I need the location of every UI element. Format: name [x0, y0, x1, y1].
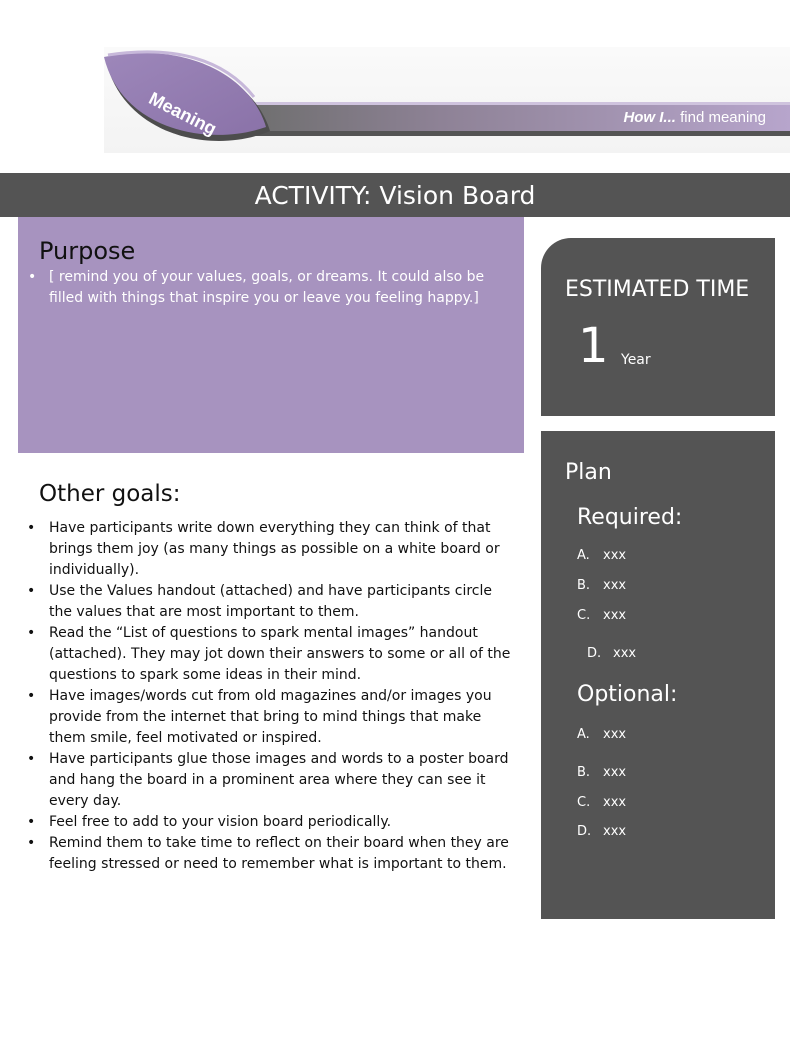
- optional-item: [577, 727, 626, 742]
- list-item: [27, 518, 517, 581]
- banner-subtitle: [623, 109, 766, 126]
- banner-subtitle-emphasis: How I...: [623, 109, 676, 126]
- required-title: Required:: [577, 505, 683, 530]
- optional-item: [577, 795, 626, 810]
- purpose-item: [28, 267, 514, 309]
- item-letter: A.: [577, 548, 590, 563]
- estimated-time-label: ESTIMATED TIME: [565, 277, 750, 302]
- list-item: [27, 749, 517, 812]
- purpose-text: [ remind you of your values, goals, or dreams. It could also be filled with things that inspire you or leave you feeling happy.]: [49, 269, 485, 306]
- item-text: xxx: [603, 608, 627, 623]
- optional-title: Optional:: [577, 682, 678, 707]
- list-item: [27, 812, 517, 833]
- list-item: [27, 623, 517, 686]
- goal-text: Remind them to take time to reflect on their board when they are feeling stressed or need to remember what is important to them.: [49, 835, 509, 872]
- goal-text: Feel free to add to your vision board periodically.: [49, 814, 392, 830]
- stripe-underline: [254, 131, 790, 136]
- banner-subtitle-rest: find meaning: [675, 109, 766, 126]
- item-text: xxx: [613, 646, 637, 661]
- item-letter: D.: [587, 646, 602, 661]
- item-letter: C.: [577, 795, 591, 810]
- required-item: [577, 578, 626, 593]
- bullet-icon: •: [27, 520, 36, 536]
- optional-item: [577, 765, 626, 780]
- item-text: xxx: [603, 765, 627, 780]
- other-goals-title: Other goals:: [39, 481, 181, 507]
- activity-title-bar: [0, 173, 790, 217]
- item-text: xxx: [603, 548, 627, 563]
- purpose-title: Purpose: [39, 237, 136, 265]
- purpose-list: [28, 267, 514, 309]
- item-letter: B.: [577, 578, 591, 593]
- plan-title: Plan: [565, 460, 612, 485]
- goal-text: Have participants write down everything they can think of that brings them joy (as many things as possible on a white board or individually).: [49, 520, 500, 578]
- optional-item: [577, 824, 626, 839]
- estimated-time-panel: [541, 238, 775, 416]
- bullet-icon: •: [27, 751, 36, 767]
- required-item: [587, 646, 636, 661]
- item-text: xxx: [603, 578, 627, 593]
- required-item: [577, 608, 626, 623]
- required-item: [577, 548, 626, 563]
- bullet-icon: •: [27, 688, 36, 704]
- bullet-icon: •: [27, 814, 36, 830]
- goal-text: Have images/words cut from old magazines and/or images you provide from the internet that bring to mind things that make them smile, feel motivated or inspired.: [49, 688, 492, 746]
- list-item: [27, 686, 517, 749]
- item-letter: C.: [577, 608, 591, 623]
- item-text: xxx: [603, 795, 627, 810]
- header-banner: [104, 47, 790, 153]
- item-text: xxx: [603, 727, 627, 742]
- item-text: xxx: [603, 824, 627, 839]
- item-letter: A.: [577, 727, 590, 742]
- goal-text: Use the Values handout (attached) and have participants circle the values that are most important to them.: [49, 583, 492, 620]
- list-item: [27, 833, 517, 875]
- stripe-highlight: [254, 102, 790, 105]
- plan-panel: [541, 431, 775, 919]
- list-item: [27, 581, 517, 623]
- estimated-time-value: 1: [578, 318, 609, 374]
- activity-title: ACTIVITY: Vision Board: [254, 180, 536, 210]
- other-goals-list: [27, 518, 517, 875]
- bullet-icon: •: [27, 835, 36, 851]
- estimated-time-unit: Year: [621, 352, 651, 368]
- bullet-icon: •: [27, 583, 36, 599]
- item-letter: D.: [577, 824, 592, 839]
- goal-text: Have participants glue those images and words to a poster board and hang the board in a prominent area where they can see it every day.: [49, 751, 509, 809]
- leaf-label: Meaning: [145, 88, 220, 140]
- bullet-icon: •: [27, 625, 36, 641]
- bullet-icon: •: [28, 269, 37, 285]
- purpose-panel: [18, 217, 524, 453]
- goal-text: Read the “List of questions to spark mental images” handout (attached). They may jot down their answers to some or all of the questions to spark some ideas in their mind.: [49, 625, 511, 683]
- item-letter: B.: [577, 765, 591, 780]
